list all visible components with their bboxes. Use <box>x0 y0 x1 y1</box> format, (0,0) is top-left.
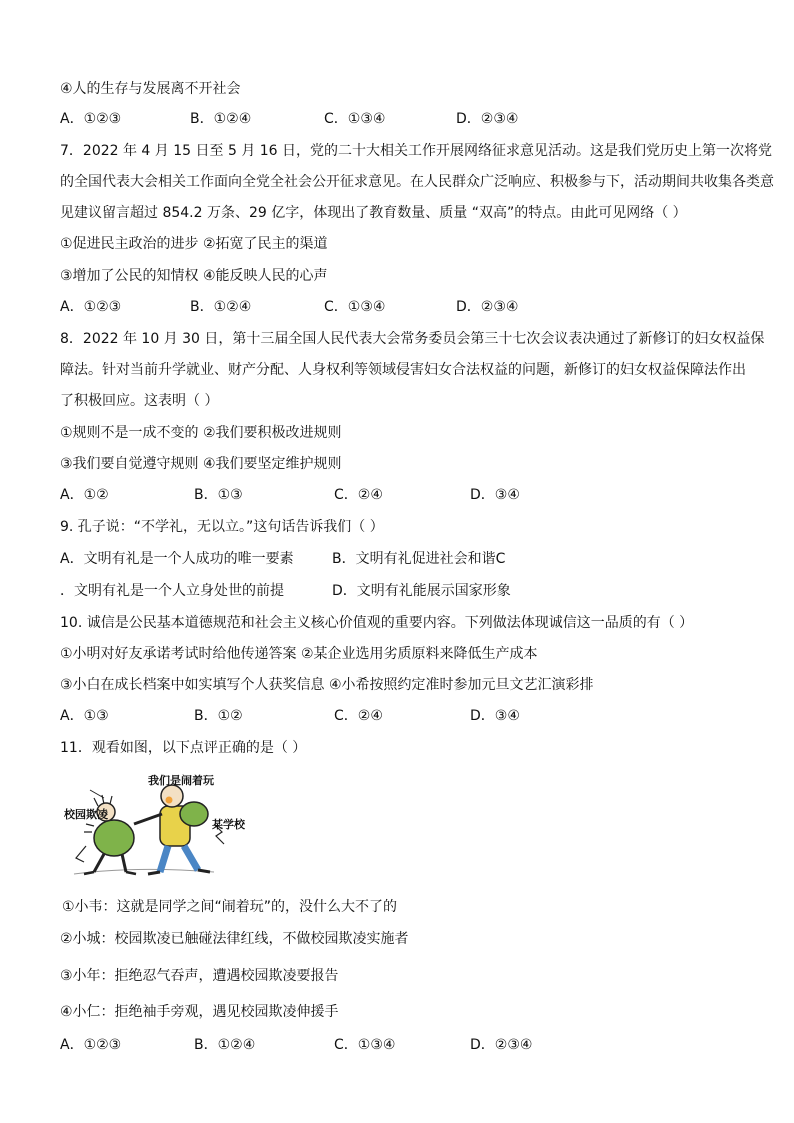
q11-statement-4: ④小仁：拒绝袖手旁观，遇见校园欺凌伸援手 <box>60 1004 339 1020</box>
label-campus-bullying: 校园欺凌 <box>64 808 108 821</box>
option-d: D．②③④ <box>456 111 519 127</box>
option-c: C．①③④ <box>334 1037 396 1053</box>
option-c: C．①③④ <box>324 111 386 127</box>
option-d: D．③④ <box>470 487 520 503</box>
q7-statements-3-4: ③增加了公民的知情权 ④能反映人民的心声 <box>60 268 328 284</box>
option-b: B．①③ <box>194 487 243 503</box>
option-d: D．③④ <box>470 708 520 724</box>
q7-question-line-1: 7．2022 年 4 月 15 日至 5 月 16 日，党的二十大相关工作开展网络征求意见活动。这是我们党历史上第一次将党 <box>60 143 773 159</box>
q8-options <box>60 486 760 504</box>
q11-statement-3: ③小年：拒绝忍气吞声，遭遇校园欺凌要报告 <box>60 968 339 984</box>
q7-options <box>60 298 760 316</box>
q11-statement-2: ②小城：校园欺凌已触碰法律红线，不做校园欺凌实施者 <box>60 931 409 947</box>
option-a: A．①② <box>60 487 109 503</box>
option-b: B．①②④ <box>194 1037 256 1053</box>
cartoon-illustration <box>64 766 254 884</box>
option-a: A．①③ <box>60 708 109 724</box>
q11-question: 11．观看如图，以下点评正确的是（ ） <box>60 740 307 756</box>
option-b: B．①②④ <box>190 111 252 127</box>
q8-statements-1-2: ①规则不是一成不变的 ②我们要积极改进规则 <box>60 425 342 441</box>
q8-question-line-3: 了积极回应。这表明（ ） <box>60 393 219 409</box>
option-c: ．文明有礼是一个人立身处世的前提 <box>60 583 284 599</box>
q10-options <box>60 707 760 725</box>
q9-options-row-2 <box>60 582 760 600</box>
q8-question-line-1: 8．2022 年 10 月 30 日，第十三届全国人民代表大会常务委员会第三十七次会议表决通过了新修订的妇女权益保 <box>60 331 765 347</box>
option-b: B．①② <box>194 708 243 724</box>
q11-options <box>60 1036 760 1054</box>
q10-statements-3-4: ③小白在成长档案中如实填写个人获奖信息 ④小希按照约定准时参加元旦文艺汇演彩排 <box>60 677 594 693</box>
q9-question: 9. 孔子说：“不学礼，无以立。”这句话告诉我们（ ） <box>60 519 384 535</box>
q8-question-line-2: 障法。针对当前升学就业、财产分配、人身权利等领域侵害妇女合法权益的问题，新修订的妇女权益保障法作出 <box>60 362 746 378</box>
option-d: D．②③④ <box>470 1037 533 1053</box>
q11-statement-1: ①小韦：这就是同学之间“闹着玩”的，没什么大不了的 <box>62 899 398 915</box>
option-a: A．①②③ <box>60 1037 122 1053</box>
option-b: B．文明有礼促进社会和谐C <box>332 551 506 567</box>
option-c: C．②④ <box>334 708 383 724</box>
option-c: C．②④ <box>334 487 383 503</box>
q8-statements-3-4: ③我们要自觉遵守规则 ④我们要坚定维护规则 <box>60 456 342 472</box>
speech-text: 我们是闹着玩 <box>148 774 214 787</box>
q7-question-line-2: 的全国代表大会相关工作面向全党全社会公开征求意见。在人民群众广泛响应、积极参与下，活动期间共收集各类意 <box>60 174 774 190</box>
bullying-cartoon <box>64 766 254 884</box>
q6-options <box>60 110 760 128</box>
option-d: D．文明有礼能展示国家形象 <box>332 583 511 599</box>
label-some-school: 某学校 <box>212 818 245 831</box>
option-a: A．①②③ <box>60 111 122 127</box>
q9-options-row-1 <box>60 550 760 568</box>
q10-statements-1-2: ①小明对好友承诺考试时给他传递答案 ②某企业选用劣质原料来降低生产成本 <box>60 646 538 662</box>
option-a: A．文明有礼是一个人成功的唯一要素 <box>60 551 294 567</box>
option-b: B．①②④ <box>190 299 252 315</box>
q7-question-line-3: 见建议留言超过 854.2 万条、29 亿字，体现出了教育数量、质量 “双高”的特点。由此可见网络（ ） <box>60 205 687 221</box>
option-d: D．②③④ <box>456 299 519 315</box>
q10-question: 10. 诚信是公民基本道德规范和社会主义核心价值观的重要内容。下列做法体现诚信这一品质的有（ ） <box>60 615 694 631</box>
q6-statement-4: ④人的生存与发展离不开社会 <box>60 81 241 97</box>
q7-statements-1-2: ①促进民主政治的进步 ②拓宽了民主的渠道 <box>60 236 328 252</box>
option-a: A．①②③ <box>60 299 122 315</box>
option-c: C．①③④ <box>324 299 386 315</box>
